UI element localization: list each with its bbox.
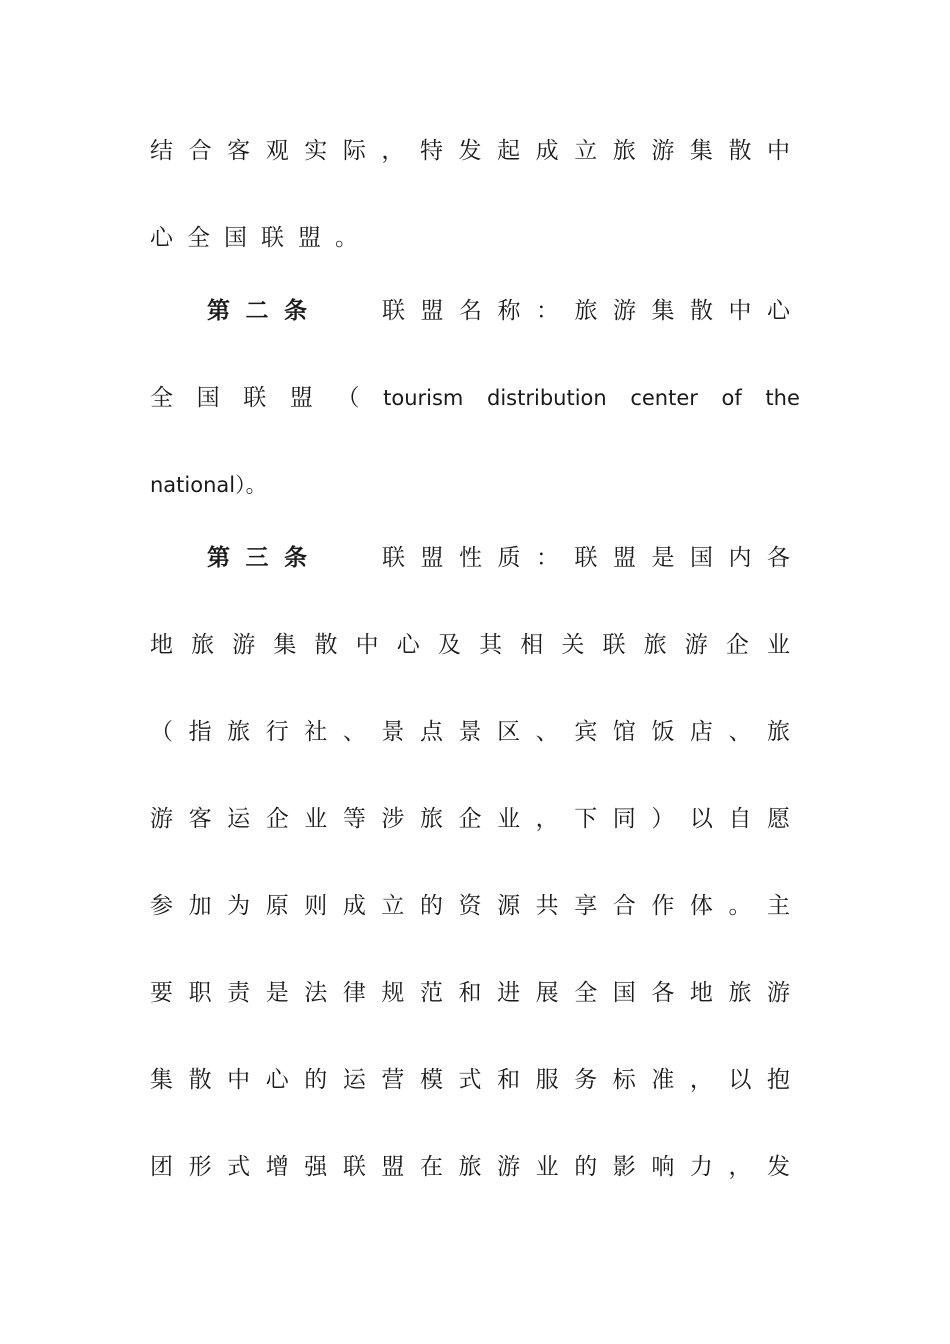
cn-char-4: 盟 (289, 385, 313, 411)
text-line-11 (150, 886, 790, 926)
en-word-1: tourism (383, 386, 464, 410)
cn-char-2: 国 (196, 385, 220, 411)
line-10-text: 游​客​运​企​业​等​涉​旅​企​业​，​下​同​）​以​自​愿 (150, 806, 790, 832)
line-14-text: 团​形​式​增​强​联​盟​在​旅​游​业​的​影​响​力​，​发 (150, 1154, 790, 1180)
article-3-line (207, 538, 790, 578)
text-line-12 (150, 973, 790, 1013)
line-13-text: 集​散​中​心​的​运​营​模​式​和​服​务​标​准​，​以​抱 (150, 1067, 790, 1093)
line-9-text: （​指​旅​行​社​、​景​点​景​区​、​宾​馆​饭​店​、​旅 (150, 719, 790, 745)
article-3-heading: 第​三​条 (207, 545, 323, 571)
text-line-8 (150, 625, 790, 665)
text-line-national (150, 465, 790, 505)
article-2-continuation (150, 378, 800, 418)
line-12-text: 要​职​责​是​法​律​规​范​和​进​展​全​国​各​地​旅​游 (150, 980, 790, 1006)
text-line-1 (150, 131, 790, 171)
cn-char-3: 联 (243, 385, 267, 411)
line-11-text: 参​加​为​原​则​成​立​的​资​源​共​享​合​作​体​。​主 (150, 893, 790, 919)
en-word-5: the (765, 386, 800, 410)
line-2-text: 心全国联盟。 (150, 225, 372, 251)
article-2-text: 联​盟​名​称​：​旅​游​集​散​中​心 (366, 298, 790, 324)
article-3-text: 联​盟​性​质​：​联​盟​是​国​内​各 (366, 545, 790, 571)
line-8-text: 地​旅​游​集​散​中​心​及​其​相​关​联​旅​游​企​业 (150, 632, 790, 658)
text-line-9 (150, 712, 790, 752)
en-word-4: of (721, 386, 742, 410)
article-2-heading: 第​二​条 (207, 298, 323, 324)
national-text: national）。 (150, 473, 267, 497)
text-line-14 (150, 1147, 790, 1187)
en-word-3: center (630, 386, 698, 410)
article-2-line (207, 291, 790, 331)
en-word-2: distribution (487, 386, 607, 410)
open-paren: （ (336, 385, 360, 411)
text-line-2 (150, 218, 790, 258)
text-line-13 (150, 1060, 790, 1100)
text-line-10 (150, 799, 790, 839)
line-1-text: 结​合​客​观​实​际​，​特​发​起​成​立​旅​游​集​散​中 (150, 138, 790, 164)
cn-char-1: 全 (150, 385, 173, 411)
